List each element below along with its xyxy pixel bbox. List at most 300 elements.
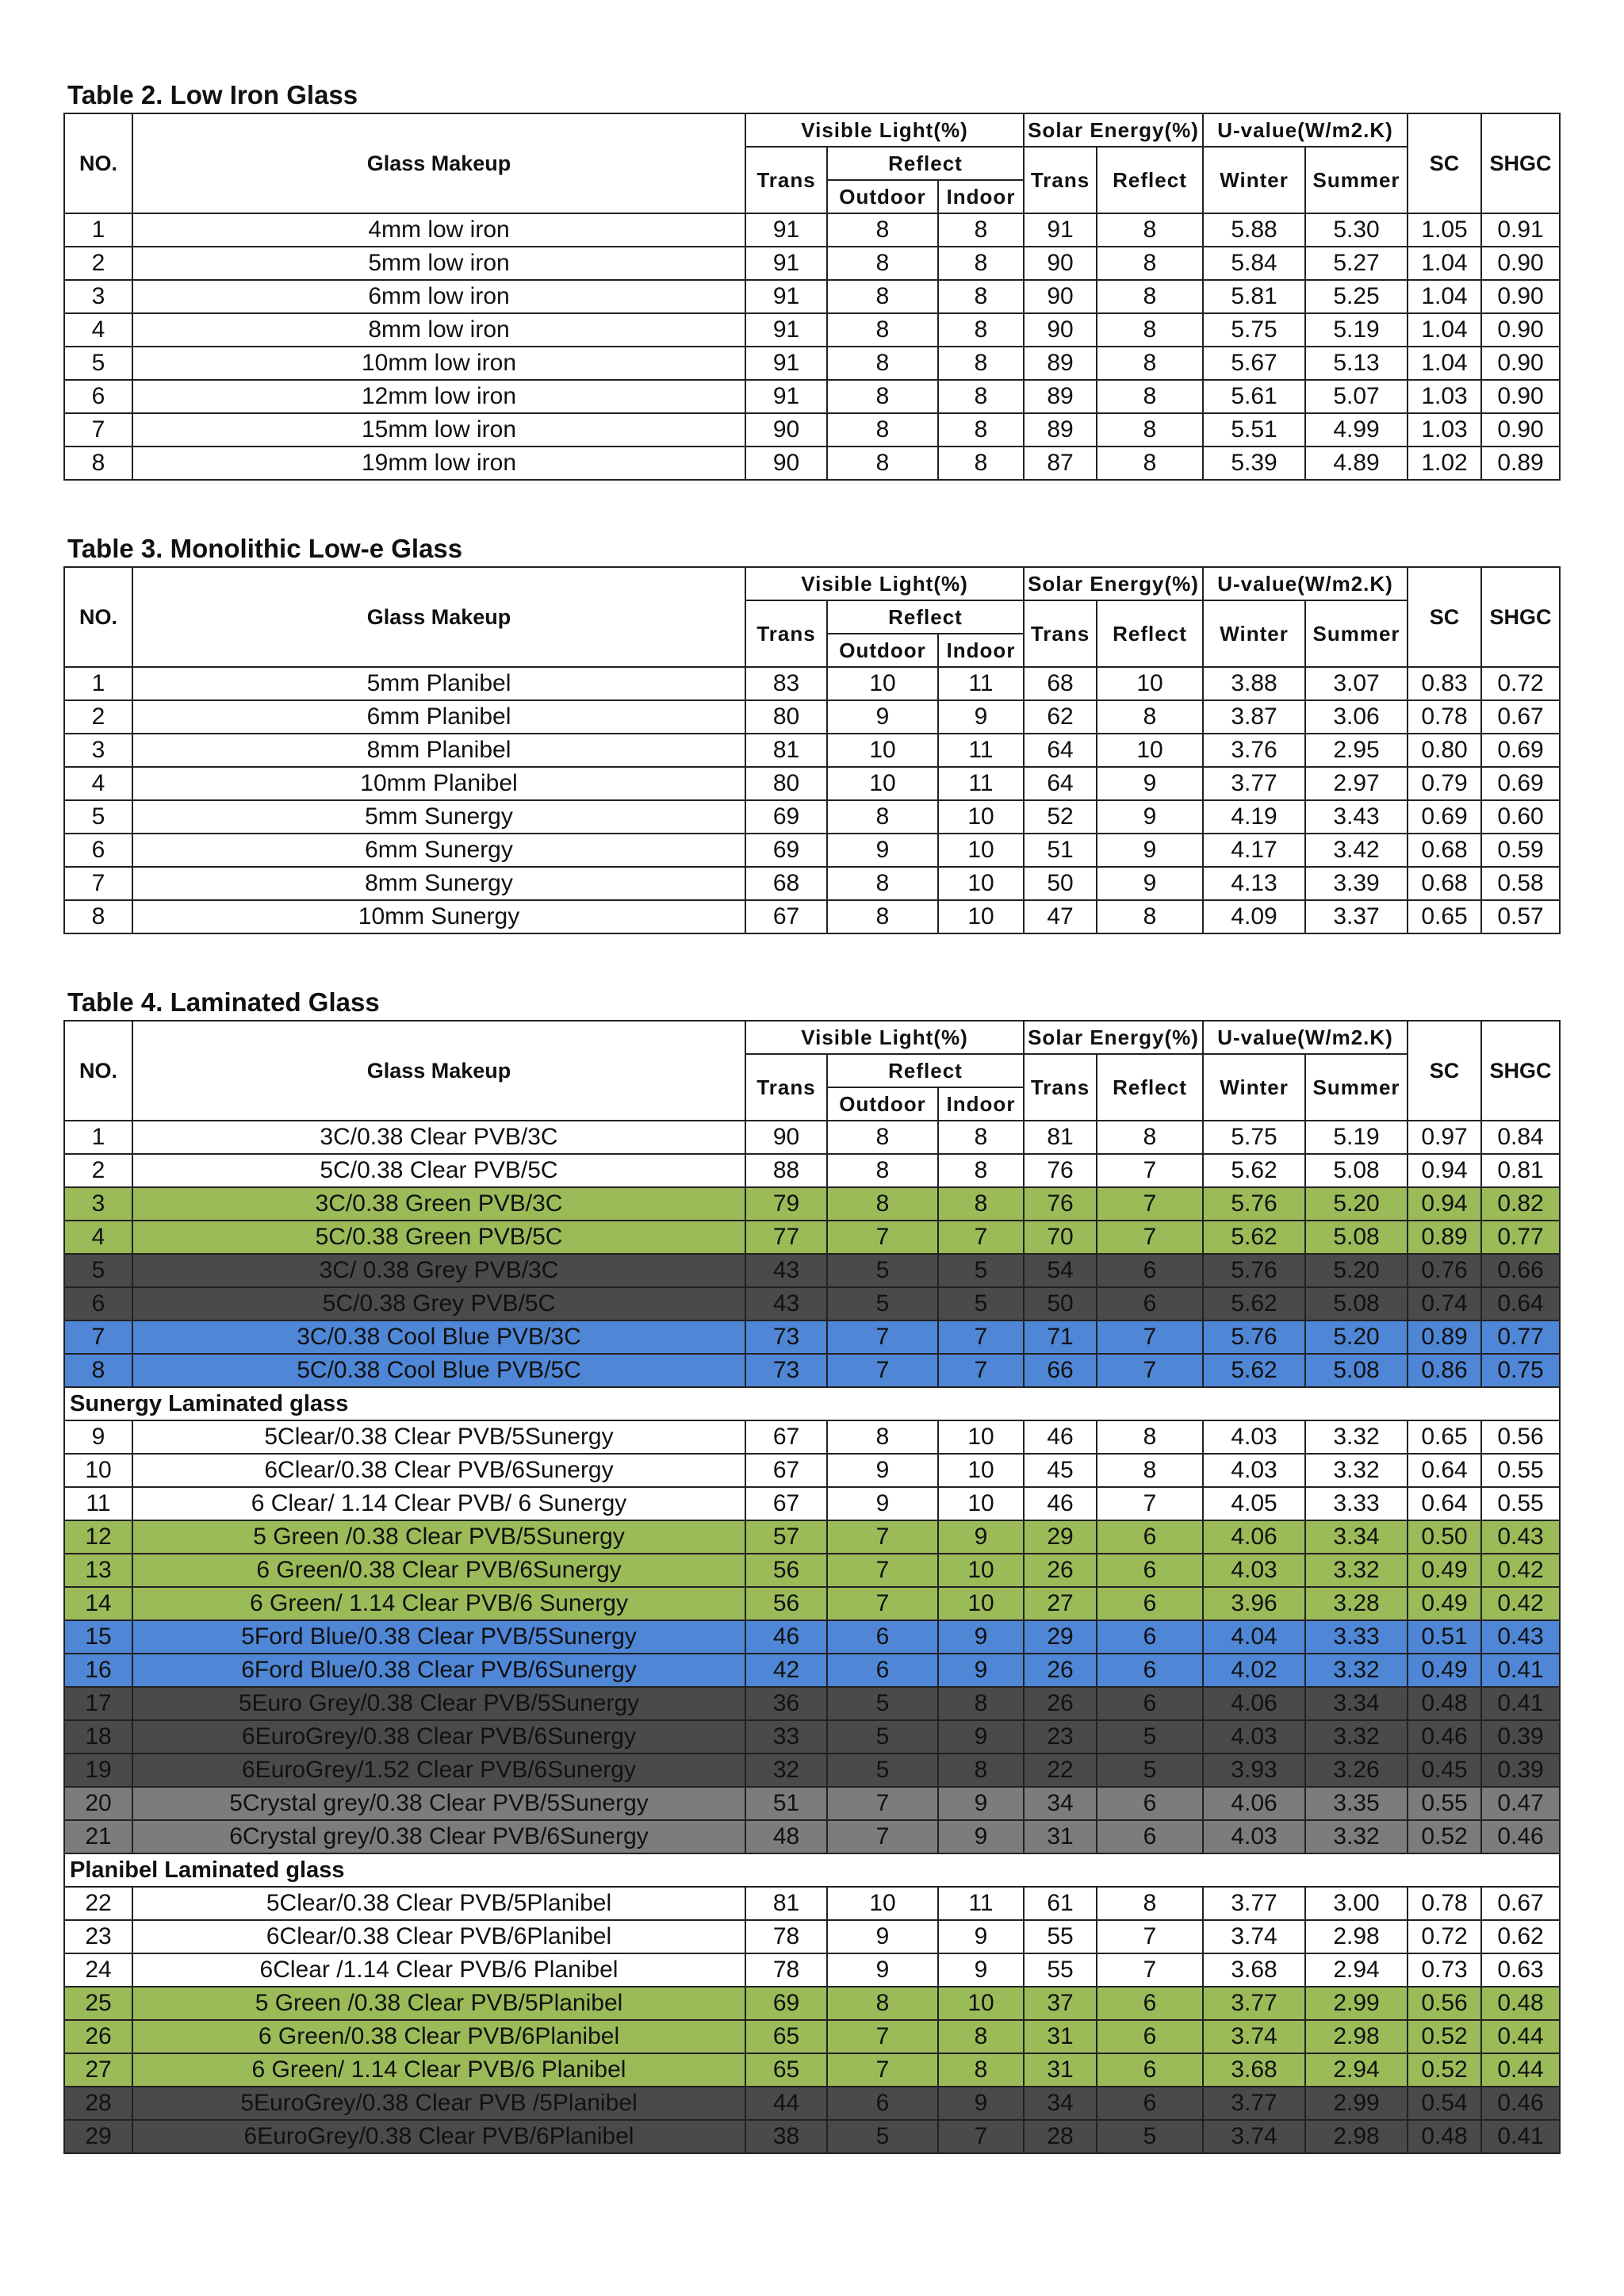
value-cell: 3.43 — [1305, 800, 1408, 834]
glass-makeup-cell: 3C/0.38 Green PVB/3C — [132, 1187, 745, 1221]
value-cell: 7 — [827, 1221, 938, 1254]
value-cell: 2.98 — [1305, 1920, 1408, 1953]
value-cell: 0.56 — [1408, 1987, 1481, 2020]
value-cell: 89 — [1024, 347, 1097, 380]
table-title: Table 3. Monolithic Low-e Glass — [67, 534, 463, 563]
value-cell: 9 — [827, 1454, 938, 1487]
section-label: Planibel Laminated glass — [64, 1853, 1560, 1887]
value-cell: 5.20 — [1305, 1254, 1408, 1287]
value-cell: 8 — [827, 800, 938, 834]
value-cell: 0.39 — [1481, 1720, 1560, 1754]
header-outdoor: Outdoor — [827, 1087, 938, 1121]
value-cell: 3.33 — [1305, 1487, 1408, 1520]
value-cell: 0.44 — [1481, 2053, 1560, 2087]
value-cell: 3.32 — [1305, 1654, 1408, 1687]
table-low-iron — [63, 79, 1559, 481]
value-cell: 31 — [1024, 2020, 1097, 2053]
value-cell: 0.46 — [1408, 1720, 1481, 1754]
value-cell: 0.51 — [1408, 1620, 1481, 1654]
value-cell: 0.69 — [1408, 800, 1481, 834]
value-cell: 0.69 — [1481, 734, 1560, 767]
header-shgc: SHGC — [1481, 113, 1560, 213]
row-number: 3 — [64, 734, 132, 767]
value-cell: 5.62 — [1203, 1154, 1305, 1187]
value-cell: 3.93 — [1203, 1754, 1305, 1787]
value-cell: 91 — [1024, 213, 1097, 247]
value-cell: 80 — [745, 700, 827, 734]
value-cell: 0.60 — [1481, 800, 1560, 834]
row-number: 3 — [64, 280, 132, 313]
header-visible-light: Visible Light(%) — [745, 1021, 1024, 1054]
value-cell: 89 — [1024, 413, 1097, 447]
value-cell: 6 — [1097, 1987, 1203, 2020]
value-cell: 6 — [827, 1620, 938, 1654]
header-reflect: Reflect — [827, 147, 1024, 180]
value-cell: 83 — [745, 667, 827, 700]
value-cell: 68 — [745, 867, 827, 900]
value-cell: 51 — [1024, 834, 1097, 867]
value-cell: 7 — [827, 1554, 938, 1587]
table-row — [64, 734, 1560, 767]
value-cell: 5.20 — [1305, 1187, 1408, 1221]
value-cell: 10 — [938, 1454, 1024, 1487]
value-cell: 0.80 — [1408, 734, 1481, 767]
value-cell: 0.90 — [1481, 380, 1560, 413]
value-cell: 10 — [827, 667, 938, 700]
value-cell: 5.62 — [1203, 1354, 1305, 1387]
value-cell: 7 — [827, 2020, 938, 2053]
value-cell: 0.89 — [1481, 447, 1560, 480]
value-cell: 8 — [1097, 413, 1203, 447]
value-cell: 90 — [1024, 280, 1097, 313]
row-number: 1 — [64, 667, 132, 700]
value-cell: 0.65 — [1408, 1420, 1481, 1454]
value-cell: 8 — [938, 447, 1024, 480]
row-number: 26 — [64, 2020, 132, 2053]
header-shgc: SHGC — [1481, 567, 1560, 667]
value-cell: 6 — [1097, 1287, 1203, 1320]
header-solar-reflect: Reflect — [1097, 600, 1203, 667]
glass-makeup-cell: 3C/0.38 Cool Blue PVB/3C — [132, 1320, 745, 1354]
value-cell: 81 — [745, 1887, 827, 1920]
value-cell: 61 — [1024, 1887, 1097, 1920]
value-cell: 32 — [745, 1754, 827, 1787]
glass-makeup-cell: 6Clear/0.38 Clear PVB/6Sunergy — [132, 1454, 745, 1487]
table-row — [64, 1487, 1560, 1520]
value-cell: 0.48 — [1408, 1687, 1481, 1720]
value-cell: 5.67 — [1203, 347, 1305, 380]
value-cell: 5 — [1097, 1754, 1203, 1787]
value-cell: 8 — [1097, 313, 1203, 347]
value-cell: 7 — [1097, 1487, 1203, 1520]
row-number: 7 — [64, 1320, 132, 1354]
value-cell: 6 — [1097, 2020, 1203, 2053]
value-cell: 3.76 — [1203, 734, 1305, 767]
value-cell: 4.03 — [1203, 1720, 1305, 1754]
row-number: 16 — [64, 1654, 132, 1687]
row-number: 11 — [64, 1487, 132, 1520]
value-cell: 62 — [1024, 700, 1097, 734]
value-cell: 2.98 — [1305, 2020, 1408, 2053]
value-cell: 91 — [745, 380, 827, 413]
value-cell: 3.87 — [1203, 700, 1305, 734]
value-cell: 10 — [938, 834, 1024, 867]
row-number: 5 — [64, 800, 132, 834]
value-cell: 3.07 — [1305, 667, 1408, 700]
value-cell: 8 — [827, 313, 938, 347]
value-cell: 67 — [745, 900, 827, 933]
value-cell: 10 — [938, 1987, 1024, 2020]
value-cell: 90 — [1024, 313, 1097, 347]
value-cell: 5.25 — [1305, 280, 1408, 313]
value-cell: 55 — [1024, 1953, 1097, 1987]
value-cell: 26 — [1024, 1654, 1097, 1687]
value-cell: 8 — [938, 280, 1024, 313]
value-cell: 5.39 — [1203, 447, 1305, 480]
value-cell: 3.06 — [1305, 700, 1408, 734]
value-cell: 8 — [827, 1187, 938, 1221]
value-cell: 65 — [745, 2020, 827, 2053]
value-cell: 9 — [827, 1920, 938, 1953]
value-cell: 91 — [745, 313, 827, 347]
row-number: 8 — [64, 900, 132, 933]
value-cell: 3.32 — [1305, 1454, 1408, 1487]
value-cell: 3.77 — [1203, 1887, 1305, 1920]
value-cell: 9 — [827, 834, 938, 867]
value-cell: 8 — [827, 1121, 938, 1154]
value-cell: 0.54 — [1408, 2087, 1481, 2120]
value-cell: 3.77 — [1203, 1987, 1305, 2020]
value-cell: 81 — [745, 734, 827, 767]
value-cell: 0.90 — [1481, 280, 1560, 313]
row-number: 9 — [64, 1420, 132, 1454]
value-cell: 57 — [745, 1520, 827, 1554]
header-summer: Summer — [1305, 147, 1408, 213]
header-sc: SC — [1408, 567, 1481, 667]
value-cell: 5.84 — [1203, 247, 1305, 280]
header-u-value: U-value(W/m2.K) — [1203, 567, 1408, 600]
row-number: 4 — [64, 1221, 132, 1254]
header-trans: Trans — [745, 147, 827, 213]
value-cell: 3.39 — [1305, 867, 1408, 900]
value-cell: 0.89 — [1408, 1221, 1481, 1254]
value-cell: 6 — [1097, 1554, 1203, 1587]
table-row — [64, 667, 1560, 700]
value-cell: 4.05 — [1203, 1487, 1305, 1520]
value-cell: 2.98 — [1305, 2120, 1408, 2153]
row-number: 14 — [64, 1587, 132, 1620]
value-cell: 28 — [1024, 2120, 1097, 2153]
value-cell: 0.55 — [1481, 1487, 1560, 1520]
value-cell: 1.03 — [1408, 380, 1481, 413]
value-cell: 90 — [745, 447, 827, 480]
value-cell: 91 — [745, 347, 827, 380]
value-cell: 56 — [745, 1554, 827, 1587]
value-cell: 0.64 — [1408, 1487, 1481, 1520]
data-table — [63, 566, 1561, 934]
value-cell: 42 — [745, 1654, 827, 1687]
table-low-e — [63, 533, 1559, 934]
value-cell: 0.76 — [1408, 1254, 1481, 1287]
value-cell: 8 — [938, 380, 1024, 413]
section-label: Sunergy Laminated glass — [64, 1387, 1560, 1420]
value-cell: 0.62 — [1481, 1920, 1560, 1953]
header-shgc: SHGC — [1481, 1021, 1560, 1121]
value-cell: 0.52 — [1408, 2020, 1481, 2053]
value-cell: 8 — [938, 2053, 1024, 2087]
value-cell: 76 — [1024, 1187, 1097, 1221]
value-cell: 5.08 — [1305, 1287, 1408, 1320]
value-cell: 5.20 — [1305, 1320, 1408, 1354]
value-cell: 8 — [827, 247, 938, 280]
value-cell: 7 — [938, 1320, 1024, 1354]
value-cell: 0.44 — [1481, 2020, 1560, 2053]
value-cell: 70 — [1024, 1221, 1097, 1254]
value-cell: 0.72 — [1408, 1920, 1481, 1953]
value-cell: 7 — [1097, 1320, 1203, 1354]
value-cell: 7 — [827, 1354, 938, 1387]
value-cell: 5.08 — [1305, 1354, 1408, 1387]
glass-makeup-cell: 5 Green /0.38 Clear PVB/5Planibel — [132, 1987, 745, 2020]
value-cell: 0.55 — [1481, 1454, 1560, 1487]
value-cell: 4.13 — [1203, 867, 1305, 900]
value-cell: 0.41 — [1481, 1654, 1560, 1687]
value-cell: 0.39 — [1481, 1754, 1560, 1787]
value-cell: 4.06 — [1203, 1787, 1305, 1820]
value-cell: 5.75 — [1203, 313, 1305, 347]
value-cell: 5.30 — [1305, 213, 1408, 247]
table-row — [64, 1320, 1560, 1354]
value-cell: 4.09 — [1203, 900, 1305, 933]
value-cell: 7 — [938, 1221, 1024, 1254]
value-cell: 0.82 — [1481, 1187, 1560, 1221]
row-number: 24 — [64, 1953, 132, 1987]
value-cell: 5.19 — [1305, 313, 1408, 347]
value-cell: 5.62 — [1203, 1221, 1305, 1254]
value-cell: 3.33 — [1305, 1620, 1408, 1654]
glass-makeup-cell: 5C/0.38 Clear PVB/5C — [132, 1154, 745, 1187]
row-number: 4 — [64, 767, 132, 800]
value-cell: 8 — [1097, 280, 1203, 313]
glass-makeup-cell: 5mm Planibel — [132, 667, 745, 700]
value-cell: 23 — [1024, 1720, 1097, 1754]
header-reflect: Reflect — [827, 1054, 1024, 1087]
section-row — [64, 1853, 1560, 1887]
value-cell: 46 — [1024, 1420, 1097, 1454]
value-cell: 0.74 — [1408, 1287, 1481, 1320]
value-cell: 7 — [1097, 1187, 1203, 1221]
value-cell: 4.03 — [1203, 1820, 1305, 1853]
table-title: Table 4. Laminated Glass — [67, 987, 380, 1017]
value-cell: 47 — [1024, 900, 1097, 933]
value-cell: 0.49 — [1408, 1587, 1481, 1620]
value-cell: 29 — [1024, 1620, 1097, 1654]
value-cell: 0.43 — [1481, 1520, 1560, 1554]
value-cell: 6 — [1097, 1787, 1203, 1820]
value-cell: 8 — [1097, 213, 1203, 247]
value-cell: 0.72 — [1481, 667, 1560, 700]
glass-makeup-cell: 6 Green/ 1.14 Clear PVB/6 Planibel — [132, 2053, 745, 2087]
value-cell: 91 — [745, 280, 827, 313]
value-cell: 5 — [827, 1754, 938, 1787]
value-cell: 10 — [827, 767, 938, 800]
value-cell: 0.97 — [1408, 1121, 1481, 1154]
value-cell: 1.04 — [1408, 247, 1481, 280]
row-number: 12 — [64, 1520, 132, 1554]
value-cell: 5.76 — [1203, 1254, 1305, 1287]
value-cell: 5.62 — [1203, 1287, 1305, 1320]
value-cell: 64 — [1024, 734, 1097, 767]
glass-makeup-cell: 10mm Planibel — [132, 767, 745, 800]
glass-makeup-cell: 6 Green/0.38 Clear PVB/6Planibel — [132, 2020, 745, 2053]
value-cell: 6 — [1097, 2053, 1203, 2087]
table-row — [64, 1720, 1560, 1754]
value-cell: 6 — [827, 1654, 938, 1687]
row-number: 2 — [64, 700, 132, 734]
value-cell: 65 — [745, 2053, 827, 2087]
value-cell: 3.74 — [1203, 1920, 1305, 1953]
glass-makeup-cell: 6Ford Blue/0.38 Clear PVB/6Sunergy — [132, 1654, 745, 1687]
value-cell: 11 — [938, 667, 1024, 700]
value-cell: 9 — [827, 1953, 938, 1987]
value-cell: 5.61 — [1203, 380, 1305, 413]
table-row — [64, 1887, 1560, 1920]
row-number: 21 — [64, 1820, 132, 1853]
row-number: 8 — [64, 447, 132, 480]
value-cell: 0.89 — [1408, 1320, 1481, 1354]
value-cell: 7 — [1097, 1953, 1203, 1987]
value-cell: 0.90 — [1481, 347, 1560, 380]
header-visible-light: Visible Light(%) — [745, 113, 1024, 147]
table-row — [64, 1754, 1560, 1787]
value-cell: 5.08 — [1305, 1154, 1408, 1187]
value-cell: 8 — [827, 1420, 938, 1454]
header-solar-energy: Solar Energy(%) — [1024, 567, 1203, 600]
table-row — [64, 834, 1560, 867]
value-cell: 3.77 — [1203, 2087, 1305, 2120]
value-cell: 0.49 — [1408, 1554, 1481, 1587]
value-cell: 2.95 — [1305, 734, 1408, 767]
row-number: 6 — [64, 834, 132, 867]
value-cell: 26 — [1024, 1687, 1097, 1720]
value-cell: 0.52 — [1408, 2053, 1481, 2087]
value-cell: 56 — [745, 1587, 827, 1620]
value-cell: 0.48 — [1408, 2120, 1481, 2153]
table-row — [64, 1221, 1560, 1254]
value-cell: 8 — [938, 1754, 1024, 1787]
glass-makeup-cell: 6mm Sunergy — [132, 834, 745, 867]
value-cell: 4.03 — [1203, 1454, 1305, 1487]
table-row — [64, 247, 1560, 280]
table-row — [64, 1454, 1560, 1487]
value-cell: 0.56 — [1481, 1420, 1560, 1454]
table-row — [64, 1587, 1560, 1620]
glass-makeup-cell: 6mm low iron — [132, 280, 745, 313]
value-cell: 9 — [938, 1620, 1024, 1654]
value-cell: 3.74 — [1203, 2020, 1305, 2053]
value-cell: 5.13 — [1305, 347, 1408, 380]
table-title: Table 2. Low Iron Glass — [67, 80, 358, 109]
value-cell: 5.07 — [1305, 380, 1408, 413]
header-u-value: U-value(W/m2.K) — [1203, 113, 1408, 147]
header-no: NO. — [64, 113, 132, 213]
value-cell: 8 — [827, 900, 938, 933]
table-row — [64, 2087, 1560, 2120]
value-cell: 0.68 — [1408, 834, 1481, 867]
value-cell: 73 — [745, 1320, 827, 1354]
table-row — [64, 767, 1560, 800]
value-cell: 5.75 — [1203, 1121, 1305, 1154]
row-number: 10 — [64, 1454, 132, 1487]
value-cell: 5 — [1097, 2120, 1203, 2153]
value-cell: 1.05 — [1408, 213, 1481, 247]
value-cell: 9 — [938, 1920, 1024, 1953]
value-cell: 4.03 — [1203, 1420, 1305, 1454]
value-cell: 3.26 — [1305, 1754, 1408, 1787]
value-cell: 7 — [827, 1320, 938, 1354]
row-number: 1 — [64, 1121, 132, 1154]
table-row — [64, 1187, 1560, 1221]
value-cell: 90 — [1024, 247, 1097, 280]
value-cell: 9 — [938, 1654, 1024, 1687]
value-cell: 5 — [827, 2120, 938, 2153]
value-cell: 10 — [938, 800, 1024, 834]
glass-makeup-cell: 3C/0.38 Clear PVB/3C — [132, 1121, 745, 1154]
value-cell: 36 — [745, 1687, 827, 1720]
value-cell: 10 — [938, 1420, 1024, 1454]
value-cell: 3.34 — [1305, 1687, 1408, 1720]
glass-makeup-cell: 6EuroGrey/0.38 Clear PVB/6Planibel — [132, 2120, 745, 2153]
value-cell: 0.67 — [1481, 700, 1560, 734]
table-row — [64, 1554, 1560, 1587]
value-cell: 50 — [1024, 1287, 1097, 1320]
value-cell: 6 — [1097, 1654, 1203, 1687]
value-cell: 8 — [827, 1987, 938, 2020]
value-cell: 0.52 — [1408, 1820, 1481, 1853]
table-row — [64, 1121, 1560, 1154]
value-cell: 1.04 — [1408, 347, 1481, 380]
value-cell: 68 — [1024, 667, 1097, 700]
table-row — [64, 1154, 1560, 1187]
value-cell: 34 — [1024, 2087, 1097, 2120]
glass-makeup-cell: 5 Green /0.38 Clear PVB/5Sunergy — [132, 1520, 745, 1554]
header-trans: Trans — [745, 600, 827, 667]
value-cell: 6 — [827, 2087, 938, 2120]
table-row — [64, 867, 1560, 900]
value-cell: 44 — [745, 2087, 827, 2120]
table-row — [64, 1620, 1560, 1654]
value-cell: 78 — [745, 1920, 827, 1953]
glass-makeup-cell: 12mm low iron — [132, 380, 745, 413]
value-cell: 0.43 — [1481, 1620, 1560, 1654]
value-cell: 8 — [827, 280, 938, 313]
value-cell: 8 — [938, 413, 1024, 447]
glass-makeup-cell: 6 Green/ 1.14 Clear PVB/6 Sunergy — [132, 1587, 745, 1620]
glass-makeup-cell: 6mm Planibel — [132, 700, 745, 734]
value-cell: 8 — [938, 313, 1024, 347]
glass-makeup-cell: 8mm Sunergy — [132, 867, 745, 900]
value-cell: 64 — [1024, 767, 1097, 800]
value-cell: 0.46 — [1481, 1820, 1560, 1853]
value-cell: 4.03 — [1203, 1554, 1305, 1587]
value-cell: 31 — [1024, 2053, 1097, 2087]
value-cell: 7 — [827, 2053, 938, 2087]
row-number: 25 — [64, 1987, 132, 2020]
glass-makeup-cell: 5C/0.38 Green PVB/5C — [132, 1221, 745, 1254]
value-cell: 10 — [938, 867, 1024, 900]
value-cell: 0.59 — [1481, 834, 1560, 867]
value-cell: 33 — [745, 1720, 827, 1754]
